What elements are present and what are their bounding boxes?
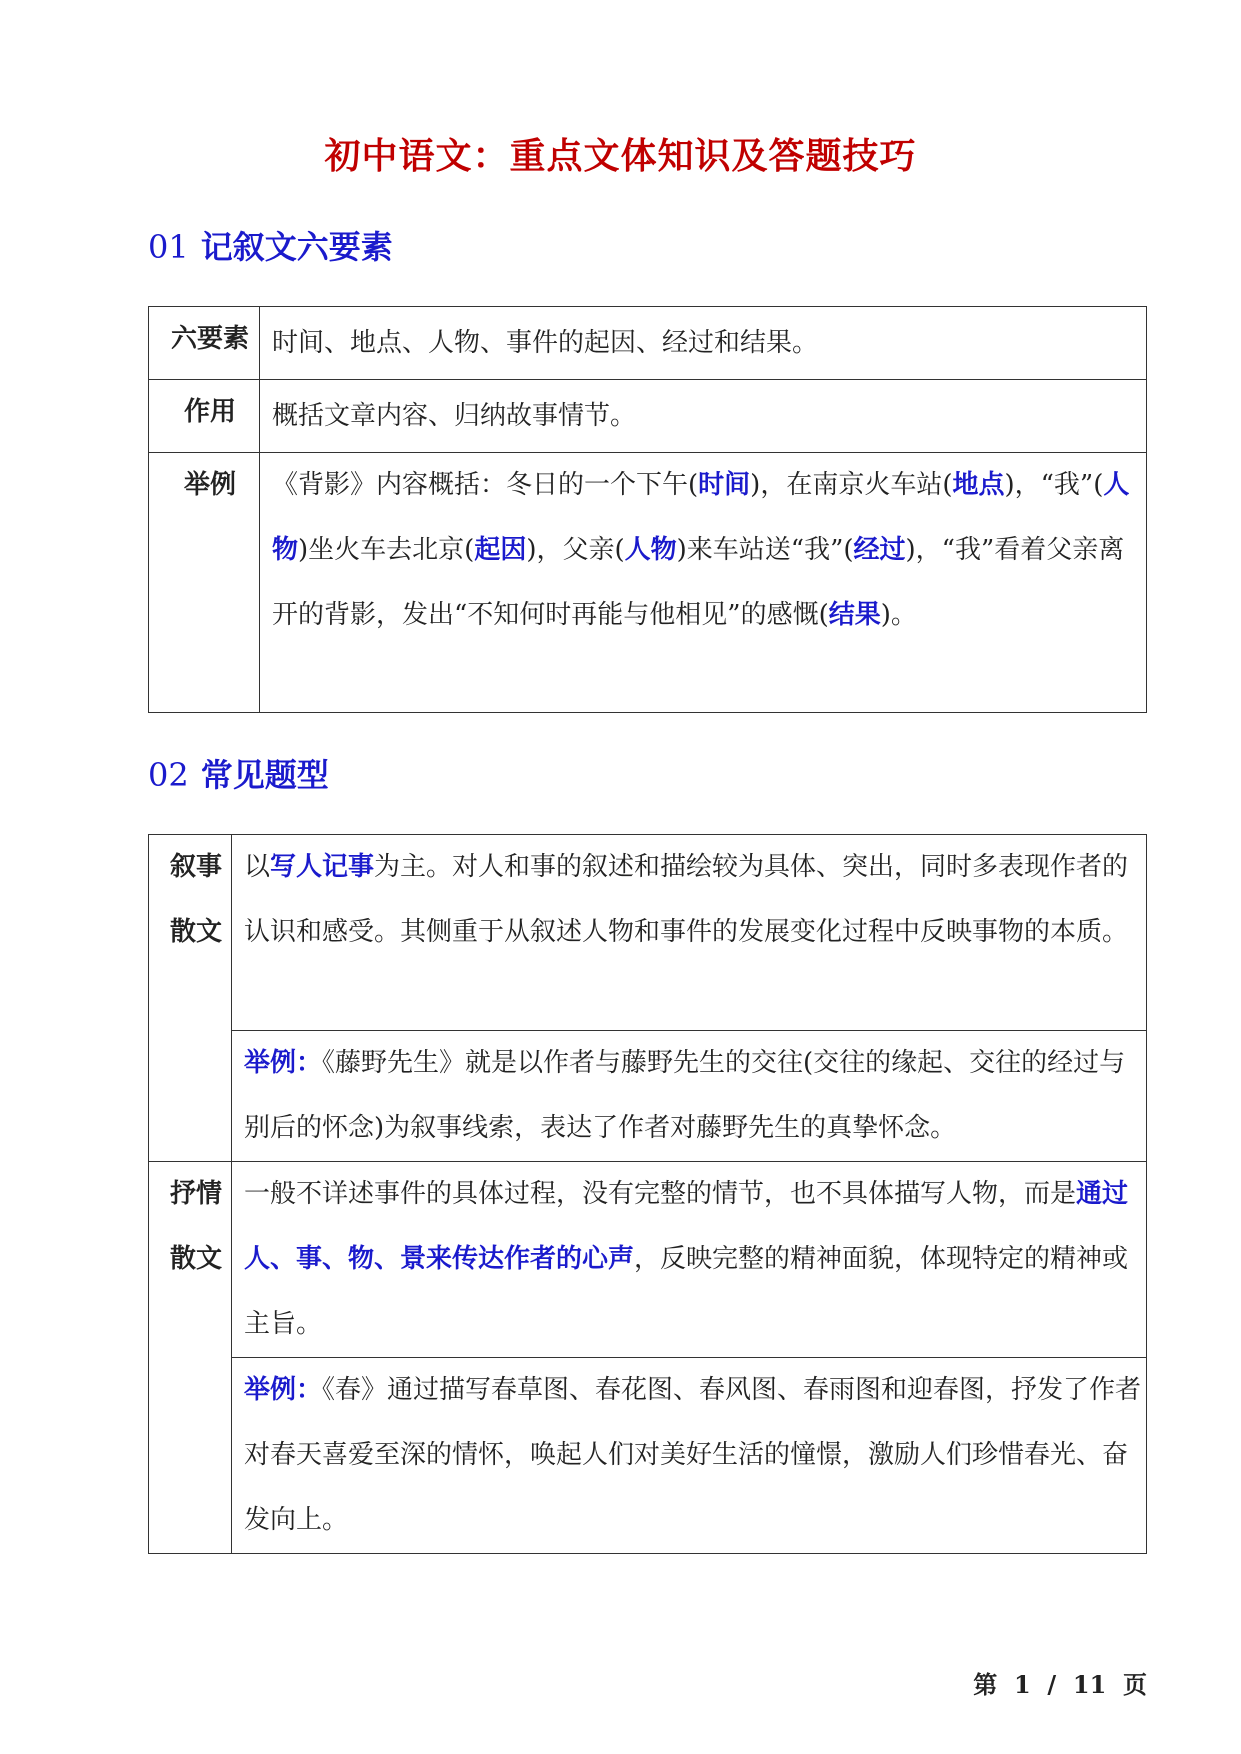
- example-text: )来车站送“我”(: [676, 535, 854, 565]
- narrative-example: [232, 1031, 1147, 1162]
- table-row: [149, 1358, 1147, 1554]
- description-text: ，反映完整的精神面貌，体现特定的精神或主旨。: [244, 1244, 1129, 1339]
- section-heading-2: [148, 750, 329, 796]
- row-head-lyric: [149, 1162, 232, 1554]
- example-text: )，“我”看着父亲离开的背影，发出“不知何时再能与他相见”的感慨(: [272, 535, 1125, 630]
- example-text: 《春》通过描写春草图、春花图、春风图、春雨图和迎春图，抒发了作者对春天喜爱至深的情怀，唤起人们对美好生活的憧憬，激励人们珍惜春光、奋发向上。: [244, 1375, 1142, 1535]
- lyric-example: [232, 1358, 1147, 1554]
- table-row: [149, 453, 1147, 713]
- example-text: 《背影》内容概括：冬日的一个下午(: [272, 470, 699, 500]
- narrative-description: [232, 835, 1147, 1031]
- section-heading-1: [148, 222, 393, 268]
- description-text: 以: [244, 852, 271, 882]
- table-row: [149, 380, 1147, 453]
- footer-page-number: 1: [1013, 1670, 1031, 1699]
- example-text: )。: [880, 600, 917, 630]
- example-text: )坐火车去北京(: [298, 535, 475, 565]
- page-footer: [973, 1665, 1147, 1700]
- section-title: 常见题型: [200, 756, 329, 794]
- example-text: )，“我”(: [1004, 470, 1104, 500]
- footer-total-pages: 11: [1072, 1670, 1107, 1699]
- example-text: )，父亲(: [526, 535, 625, 565]
- row-text-elements: 时间、地点、人物、事件的起因、经过和结果。: [260, 307, 1147, 380]
- highlight-term: 人物: [624, 535, 677, 565]
- row-head-example: 举例: [149, 453, 260, 713]
- footer-suffix: 页: [1123, 1670, 1147, 1699]
- row-text-example: [260, 453, 1147, 713]
- example-label: 举例：: [244, 1048, 323, 1078]
- highlight-term: 经过: [853, 535, 906, 565]
- section-number: 01: [148, 228, 189, 266]
- table-row: [149, 1031, 1147, 1162]
- six-elements-table: [148, 306, 1147, 713]
- head-line: 散文: [169, 917, 222, 947]
- head-line: 散文: [169, 1244, 222, 1274]
- row-text-function: 概括文章内容、归纳故事情节。: [260, 380, 1147, 453]
- highlight-term: 人物: [272, 470, 1130, 565]
- highlight-term: 通过人、事、物、景来传达作者的心声: [244, 1179, 1129, 1274]
- section-number: 02: [148, 756, 189, 794]
- description-text: 为主。对人和事的叙述和描绘较为具体、突出，同时多表现作者的认识和感受。其侧重于从叙述人物和事件的发展变化过程中反映事物的本质。: [244, 852, 1129, 947]
- document-title: 初中语文：重点文体知识及答题技巧: [324, 135, 917, 177]
- head-line: 叙事: [169, 852, 222, 882]
- row-head-elements: 六要素: [149, 307, 260, 380]
- highlight-term: 写人记事: [270, 852, 375, 882]
- highlight-term: 结果: [828, 600, 881, 630]
- highlight-term: 地点: [952, 470, 1005, 500]
- footer-prefix: 第: [973, 1670, 998, 1699]
- table-row: [149, 1162, 1147, 1358]
- genre-table: [148, 834, 1147, 1554]
- row-head-function: 作用: [149, 380, 260, 453]
- highlight-term: 起因: [474, 535, 527, 565]
- footer-separator: /: [1047, 1670, 1057, 1699]
- description-text: 一般不详述事件的具体过程，没有完整的情节，也不具体描写人物，而是: [244, 1179, 1077, 1209]
- head-line: 抒情: [169, 1179, 222, 1209]
- lyric-description: [232, 1162, 1147, 1358]
- example-text: 《藤野先生》就是以作者与藤野先生的交往(交往的缘起、交往的经过与别后的怀念)为叙事线索，表达了作者对藤野先生的真挚怀念。: [244, 1048, 1126, 1143]
- table-row: [149, 835, 1147, 1031]
- example-text: )，在南京火车站(: [750, 470, 953, 500]
- highlight-term: 时间: [698, 470, 751, 500]
- table-row: [149, 307, 1147, 380]
- row-head-narrative: [149, 835, 232, 1162]
- section-title: 记叙文六要素: [200, 228, 393, 266]
- example-label: 举例：: [244, 1375, 323, 1405]
